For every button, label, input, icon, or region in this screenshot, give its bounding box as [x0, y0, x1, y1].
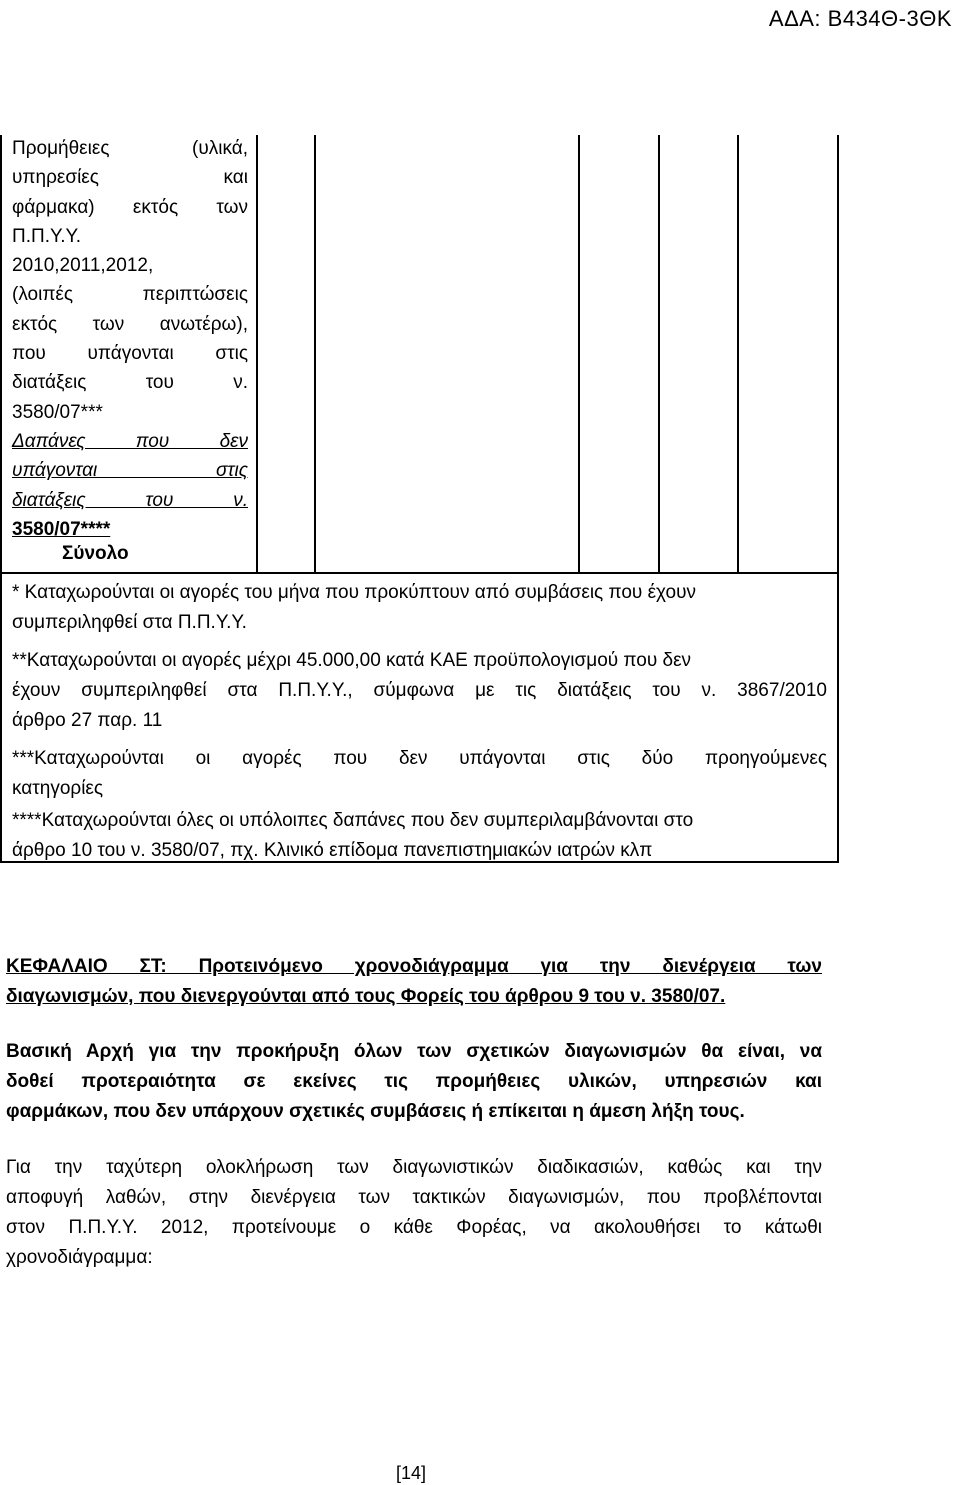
table-total-label: Σύνολο — [62, 543, 129, 564]
table-notes — [12, 578, 827, 866]
page-number: [14] — [395, 1463, 427, 1483]
table-col-divider-1 — [256, 135, 258, 573]
chapter-heading-line-a: ΚΕΦΑΛΑΙΟ ΣΤ: Προτεινόμενο χρονοδιάγραμμα για την διενέργεια των — [6, 956, 822, 977]
row1-line-4: Π.Π.Υ.Υ. — [12, 225, 82, 247]
table-left-border — [0, 135, 2, 863]
row1-line-9: διατάξεις του ν. — [12, 372, 248, 394]
note-2-line-c: άρθρο 27 παρ. 11 — [12, 710, 163, 731]
row1-line-5: 2010,2011,2012, — [12, 255, 154, 277]
table-col-divider-5 — [737, 135, 739, 573]
table-col-divider-2 — [314, 135, 316, 573]
row2-line-3: διατάξεις του ν. — [12, 489, 248, 511]
row1-line-6: (λοιπές περιπτώσεις — [12, 284, 248, 306]
table-col-divider-3 — [578, 135, 580, 573]
para-line-d: χρονοδιάγραμμα: — [6, 1247, 153, 1268]
row1-line-8: που υπάγονται στις — [12, 343, 248, 365]
para-line-c: στον Π.Π.Υ.Υ. 2012, προτείνουμε ο κάθε Φορέας, να ακολουθήσει το κάτωθι — [6, 1217, 822, 1238]
note-1-line-a: * Καταχωρούνται οι αγορές του μήνα που προκύπτουν από συμβάσεις που έχουν — [12, 582, 696, 603]
note-3-line-a: ***Καταχωρούνται οι αγορές που δεν υπάγονται στις δύο προηγούμενες — [12, 748, 827, 769]
note-2-line-a: **Καταχωρούνται οι αγορές μέχρι 45.000,00 κατά ΚΑΕ προϋπολογισμού που δεν — [12, 650, 692, 671]
table-row-other-expenses — [12, 427, 248, 544]
row1-line-3: φάρμακα) εκτός των — [12, 196, 248, 218]
row1-line-7: εκτός των ανωτέρω), — [12, 313, 248, 335]
row2-line-1: Δαπάνες που δεν — [12, 431, 248, 452]
schedule-paragraph — [6, 1153, 822, 1273]
note-2-line-b: έχουν συμπεριληφθεί στα Π.Π.Υ.Υ., σύμφωνα με τις διατάξεις του ν. 3867/2010 — [12, 680, 827, 701]
ada-code: ΑΔΑ: Β434Θ-3ΘΚ — [768, 6, 952, 31]
chapter-heading-line-b: διαγωνισμών, που διενεργούνται από τους Φορείς του άρθρου 9 του ν. 3580/07. — [6, 986, 726, 1007]
table-total-row-border — [0, 572, 839, 574]
row1-line-2: υπηρεσίες και — [12, 167, 248, 189]
table-right-border — [837, 135, 839, 863]
principle-line-a: Βασική Αρχή για την προκήρυξη όλων των σχετικών διαγωνισμών θα είναι, να — [6, 1041, 822, 1062]
principle-line-c: φαρμάκων, που δεν υπάρχουν σχετικές συμβάσεις ή επίκειται η άμεση λήξη τους. — [6, 1101, 745, 1122]
para-line-b: αποφυγή λαθών, στην διενέργεια των τακτικών διαγωνισμών, που προβλέπονται — [6, 1187, 822, 1208]
note-3-line-b: κατηγορίες — [12, 778, 104, 799]
note-1-line-b: συμπεριληφθεί στα Π.Π.Υ.Υ. — [12, 612, 247, 633]
note-4-line-b: άρθρο 10 του ν. 3580/07, πχ. Κλινικό επίδομα πανεπιστημιακών ιατρών κλπ — [12, 840, 653, 861]
basic-principle-paragraph — [6, 1037, 822, 1127]
row1-line-1: Προμήθειες (υλικά, — [12, 138, 248, 159]
table-col-divider-4 — [658, 135, 660, 573]
table-row-procurements — [12, 134, 248, 427]
para-line-a: Για την ταχύτερη ολοκλήρωση των διαγωνιστικών διαδικασιών, καθώς και την — [6, 1157, 822, 1178]
row2-line-2: υπάγονται στις — [12, 460, 248, 482]
principle-line-b: δοθεί προτεραιότητα σε εκείνες τις προμήθειες υλικών, υπηρεσιών και — [6, 1071, 822, 1092]
chapter-heading — [6, 952, 822, 1012]
row2-line-4: 3580/07**** — [12, 518, 111, 540]
row1-line-10: 3580/07*** — [12, 401, 103, 423]
note-4-line-a: ****Καταχωρούνται όλες οι υπόλοιπες δαπάνες που δεν συμπεριλαμβάνονται στο — [12, 810, 694, 831]
